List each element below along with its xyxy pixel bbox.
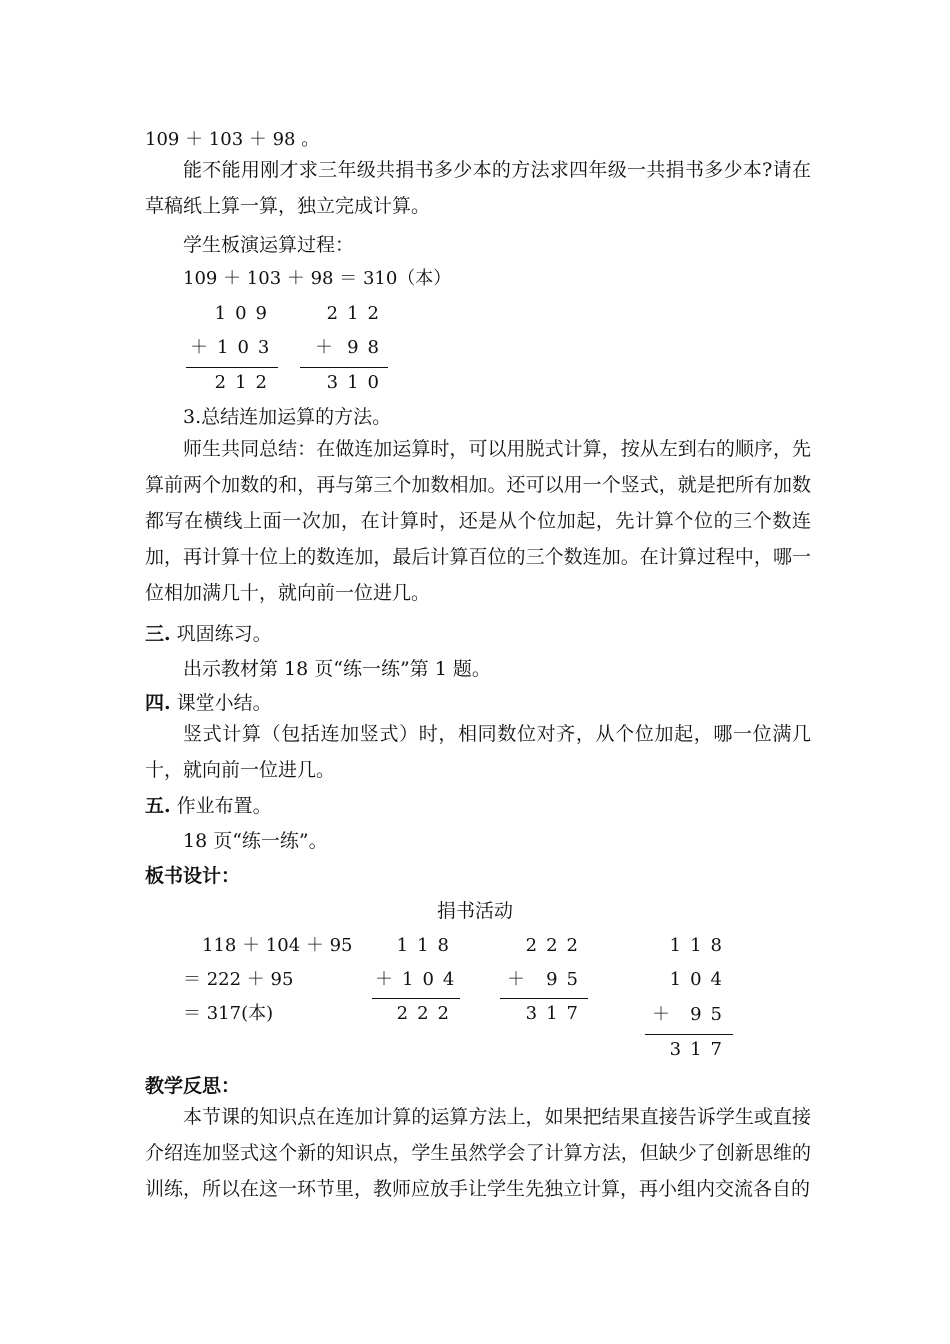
board-step-1: 118 ＋ 104 ＋ 95 xyxy=(202,935,353,956)
section3-marker: 三. xyxy=(145,623,171,645)
board-intro: 学生板演运算过程： xyxy=(183,234,355,256)
section5-heading xyxy=(145,794,272,818)
board-v3-c: 95 xyxy=(690,1004,731,1025)
board-step-2: ＝ 222 ＋ 95 xyxy=(183,969,294,990)
v2-sum: 310 xyxy=(326,372,388,393)
v2-add-sign: ＋ xyxy=(315,337,333,358)
v1-sum: 212 xyxy=(214,372,276,393)
reflection-heading: 教学反思： xyxy=(145,1075,241,1097)
board-v3-b: 104 xyxy=(669,969,731,990)
v1-top: 109 xyxy=(214,303,276,324)
v1-add: ＋103 xyxy=(190,337,279,358)
v2-top: 212 xyxy=(326,303,388,324)
reflection-text: 本节课的知识点在连加计算的运算方法上，如果把结果直接告诉学生或直接介绍连加竖式这个新的知识点，学生虽然学会了计算方法，但缺少了创新思维的训练，所以在这一环节里，教师应放手让学生先独立计算，再小组内交流各自的 xyxy=(145,1106,811,1200)
board-v1-top: 118 xyxy=(396,935,458,956)
section4-marker: 四. xyxy=(145,692,171,714)
section4-heading xyxy=(145,691,272,715)
section3-heading xyxy=(145,622,272,646)
v1-rule xyxy=(186,367,278,368)
board-v3-add-sign: ＋ xyxy=(652,1004,670,1025)
section4-title: 课堂小结。 xyxy=(176,692,272,714)
section5-title: 作业布置。 xyxy=(176,795,272,817)
summary-heading: 3.总结连加运算的方法。 xyxy=(183,406,392,428)
section5-text: 18 页“练一练”。 xyxy=(183,830,328,852)
board-v2-add-sign: ＋ xyxy=(507,969,525,990)
board-v3-a: 118 xyxy=(669,935,731,956)
board-v2-add: 95 xyxy=(546,969,587,990)
summary-text: 师生共同总结：在做连加运算时，可以用脱式计算，按从左到右的顺序，先算前两个加数的和，再与第三个加数相加。还可以用一个竖式，就是把所有加数都写在横线上面一次加，在计算时，还是从个位加起，先计算个位的三个数连加，再计算十位上的数连加，最后计算百位的三个数连加。在计算过程中，哪一位相加满几十，就向前一位进几。 xyxy=(145,438,811,604)
v2-add: 98 xyxy=(347,337,388,358)
board-v2-sum: 317 xyxy=(525,1003,587,1024)
board-v2-top: 222 xyxy=(525,935,587,956)
section3-title: 巩固练习。 xyxy=(176,623,272,645)
intro-question: 能不能用刚才求三年级共捐书多少本的方法求四年级一共捐书多少本?请在草稿纸上算一算，独立完成计算。 xyxy=(145,159,811,217)
intro-equation: 109 ＋ 103 ＋ 98 ＝ 310（本） xyxy=(183,268,452,289)
board-v3-rule xyxy=(645,1034,733,1035)
intro-expression: 109 ＋ 103 ＋ 98 。 xyxy=(145,129,320,150)
board-v3-sum: 317 xyxy=(669,1039,731,1060)
board-heading: 板书设计： xyxy=(145,865,241,887)
section4-text: 竖式计算（包括连加竖式）时，相同数位对齐，从个位加起，哪一位满几十，就向前一位进几。 xyxy=(145,723,811,781)
board-step-3: ＝ 317(本) xyxy=(183,1003,274,1024)
board-v1-sum: 222 xyxy=(396,1003,458,1024)
v2-rule xyxy=(300,367,388,368)
board-v1-rule xyxy=(372,998,460,999)
board-title: 捐书活动 xyxy=(437,900,514,922)
board-v1-add: ＋104 xyxy=(375,969,464,990)
section3-text: 出示教材第 18 页“练一练”第 1 题。 xyxy=(183,658,491,680)
section5-marker: 五. xyxy=(145,795,171,817)
board-v2-rule xyxy=(500,998,588,999)
